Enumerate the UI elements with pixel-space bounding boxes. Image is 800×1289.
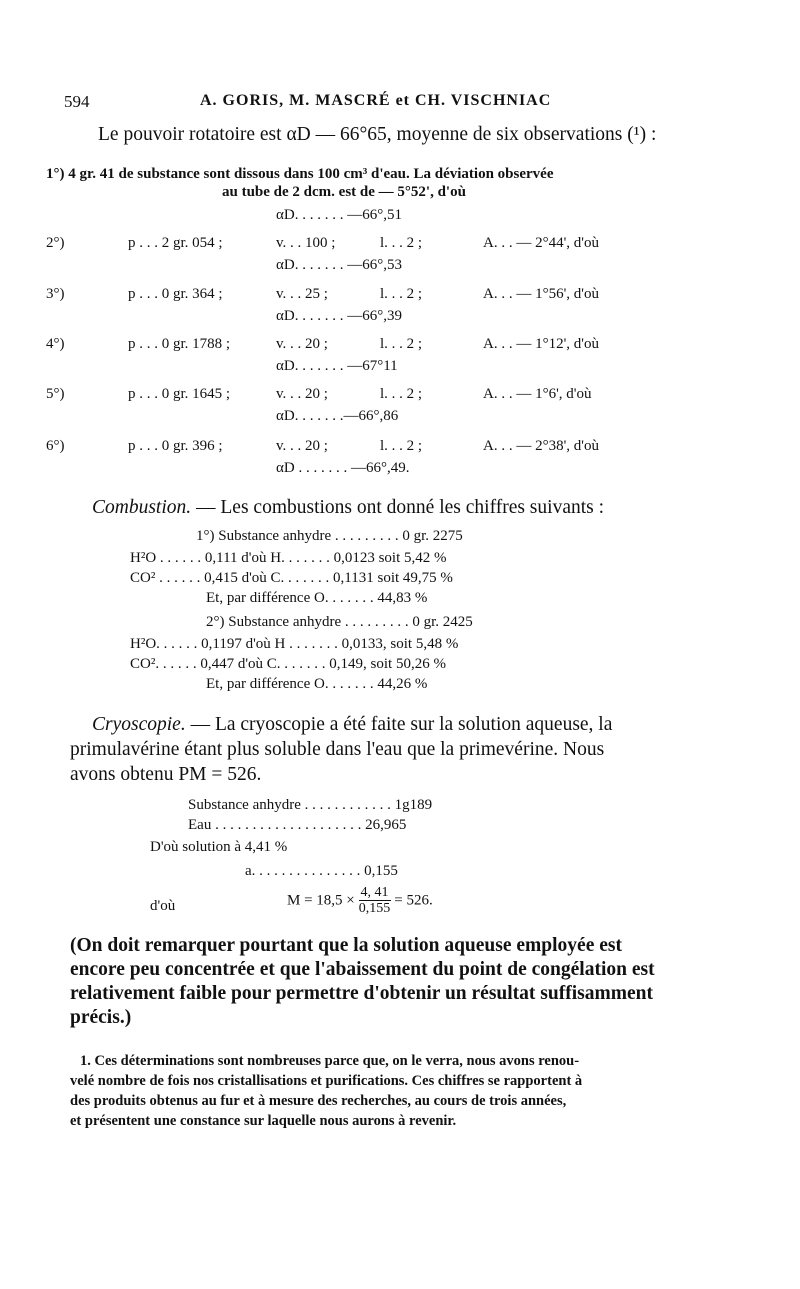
- combustion-row: H²O . . . . . . 0,111 d'où H. . . . . . . 0,0123 soit 5,42 %: [130, 550, 447, 566]
- observation-a: A. . . — 1°56', d'où: [483, 286, 599, 302]
- footnote-line: velé nombre de fois nos cristallisations et purifications. Ces chiffres se rapportent à: [70, 1073, 583, 1089]
- combustion-row: CO². . . . . . 0,447 d'où C. . . . . . . 0,149, soit 50,26 %: [130, 656, 446, 672]
- remark-line: relativement faible pour permettre d'obtenir un résultat suffisamment: [70, 983, 653, 1004]
- combustion-text: — Les combustions ont donné les chiffres suivants :: [191, 497, 605, 518]
- observation-alpha: αD. . . . . . .—66°,86: [276, 408, 399, 424]
- cryoscopie-line2: primulavérine étant plus soluble dans l'eau que la primevérine. Nous: [70, 739, 605, 760]
- observation-v: v. . . 20 ;: [276, 386, 328, 402]
- formula-left: M = 18,5 ×: [287, 892, 355, 909]
- combustion-row: Et, par différence O. . . . . . . 44,26 %: [206, 676, 428, 692]
- footnote-line: et présentent une constance sur laquelle nous aurons à revenir.: [70, 1113, 457, 1129]
- formula-denominator: 0,155: [358, 901, 391, 916]
- cryoscopie-line1: [92, 713, 612, 736]
- observation-l: l. . . 2 ;: [380, 336, 423, 352]
- remark-line: encore peu concentrée et que l'abaissement du point de congélation est: [70, 959, 655, 980]
- observation-alpha: αD . . . . . . . —66°,49.: [276, 460, 410, 476]
- intro-rotatory-power: Le pouvoir rotatoire est αD — 66°65, moyenne de six observations (¹) :: [98, 124, 657, 145]
- observation-a: A. . . — 1°12', d'où: [483, 336, 599, 352]
- formula-right: = 526.: [394, 892, 433, 909]
- page-number: 594: [64, 92, 90, 111]
- cryoscopie-formula: [287, 886, 433, 916]
- observation-v: v. . . 100 ;: [276, 235, 336, 251]
- combustion-row: CO² . . . . . . 0,415 d'où C. . . . . . . 0,1131 soit 49,75 %: [130, 570, 453, 586]
- combustion-row: Et, par différence O. . . . . . . 44,83 %: [206, 590, 428, 606]
- observation-1-alpha: αD. . . . . . . —66°,51: [276, 207, 402, 223]
- cryoscopie-solution: D'où solution à 4,41 %: [150, 839, 288, 855]
- formula-numerator: 4, 41: [360, 885, 389, 900]
- observation-a: A. . . — 2°38', d'où: [483, 438, 599, 454]
- combustion-row: H²O. . . . . . 0,1197 d'où H . . . . . . . 0,0133, soit 5,48 %: [130, 636, 459, 652]
- footnote-line: 1. Ces déterminations sont nombreuses parce que, on le verra, nous avons renou-: [80, 1053, 580, 1069]
- observation-number: 5°): [46, 386, 65, 402]
- observation-l: l. . . 2 ;: [380, 386, 423, 402]
- remark-line: (On doit remarquer pourtant que la solution aqueuse employée est: [70, 935, 622, 956]
- running-header-authors: A. GORIS, M. MASCRÉ et CH. VISCHNIAC: [200, 92, 552, 109]
- combustion-intro: [92, 497, 604, 519]
- cryoscopie-text: — La cryoscopie a été faite sur la solution aqueuse, la: [185, 714, 613, 735]
- observation-p: p . . . 0 gr. 396 ;: [128, 438, 223, 454]
- observation-alpha: αD. . . . . . . —67°11: [276, 358, 398, 374]
- observation-p: p . . . 0 gr. 1645 ;: [128, 386, 231, 402]
- observation-p: p . . . 2 gr. 054 ;: [128, 235, 223, 251]
- formula-fraction: [359, 886, 391, 916]
- observation-l: l. . . 2 ;: [380, 235, 423, 251]
- observation-a: A. . . — 2°44', d'où: [483, 235, 599, 251]
- footnote-line: des produits obtenus au fur et à mesure des recherches, au cours de trois années,: [70, 1093, 567, 1109]
- observation-v: v. . . 20 ;: [276, 336, 328, 352]
- observation-number: 2°): [46, 235, 65, 251]
- cryoscopie-heading: Cryoscopie.: [92, 714, 186, 735]
- cryoscopie-line3: avons obtenu PM = 526.: [70, 764, 262, 785]
- observation-alpha: αD. . . . . . . —66°,39: [276, 308, 402, 324]
- combustion-heading: Combustion.: [92, 497, 192, 518]
- observation-l: l. . . 2 ;: [380, 286, 423, 302]
- remark-line: précis.): [70, 1007, 132, 1028]
- observation-1-line2: au tube de 2 dcm. est de — 5°52', d'où: [222, 184, 466, 200]
- observation-v: v. . . 20 ;: [276, 438, 328, 454]
- observation-number: 6°): [46, 438, 65, 454]
- cryoscopie-substance: Substance anhydre . . . . . . . . . . . . 1g189: [188, 797, 433, 813]
- observation-a: A. . . — 1°6', d'où: [483, 386, 592, 402]
- observation-l: l. . . 2 ;: [380, 438, 423, 454]
- observation-alpha: αD. . . . . . . —66°,53: [276, 257, 402, 273]
- observation-v: v. . . 25 ;: [276, 286, 328, 302]
- cryoscopie-dou: d'où: [150, 898, 176, 914]
- cryoscopie-eau: Eau . . . . . . . . . . . . . . . . . . . . 26,965: [188, 817, 407, 833]
- observation-number: 3°): [46, 286, 65, 302]
- cryoscopie-a: a. . . . . . . . . . . . . . . 0,155: [245, 863, 398, 879]
- combustion-set1-title: 1°) Substance anhydre . . . . . . . . . 0 gr. 2275: [196, 528, 463, 544]
- observation-number: 4°): [46, 336, 65, 352]
- observation-p: p . . . 0 gr. 1788 ;: [128, 336, 231, 352]
- observation-p: p . . . 0 gr. 364 ;: [128, 286, 223, 302]
- combustion-set2-title: 2°) Substance anhydre . . . . . . . . . 0 gr. 2425: [206, 614, 473, 630]
- observation-1-line1: 1°) 4 gr. 41 de substance sont dissous dans 100 cm³ d'eau. La déviation observée: [46, 166, 554, 182]
